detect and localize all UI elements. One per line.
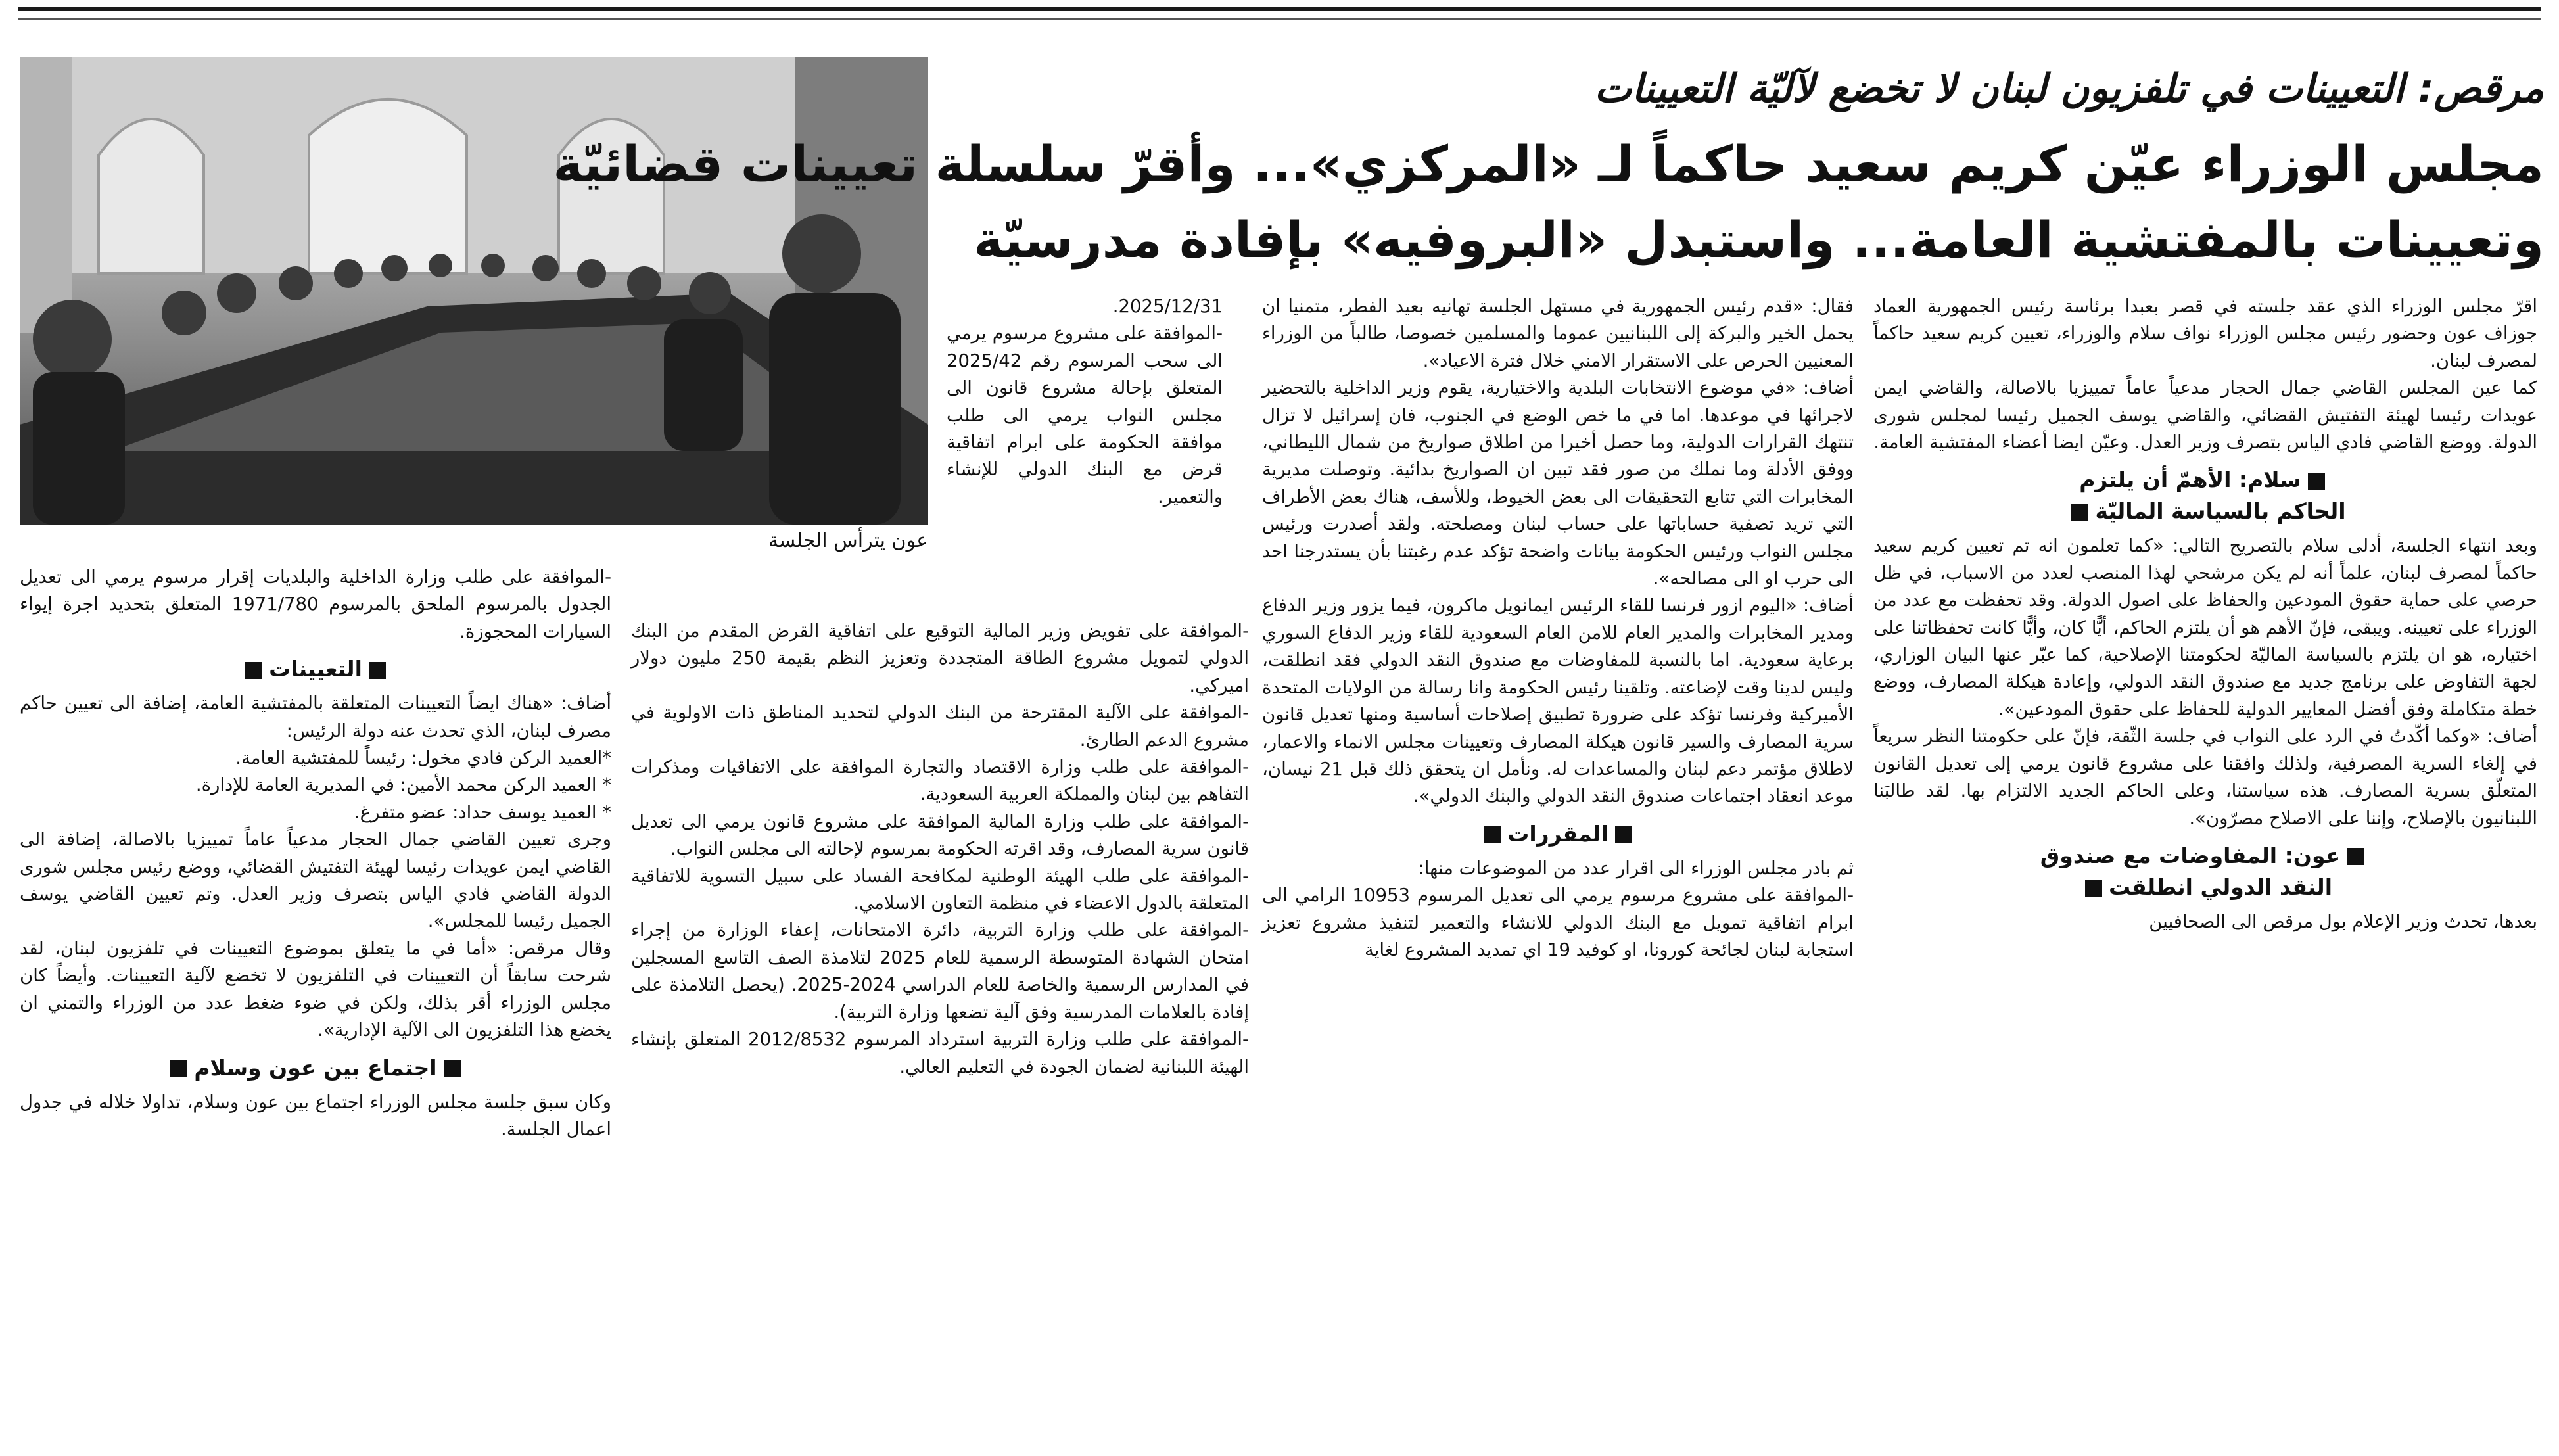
cabinet-meeting-photo <box>20 57 928 525</box>
paragraph: كما عين المجلس القاضي جمال الحجار مدعياً عاماً تمييزيا بالاصالة، والقاضي ايمن عويدات رئيسا لهيئة التفتيش القضائي، والقاضي يوسف الجميل رئيسا لمجلس شورى الدولة. ووضع القاضي فادي الياس بتصرف وزير العدل. وعيّن ايضا أعضاء المفتشية العامة. <box>1873 377 2537 454</box>
square-bullet-icon <box>444 1060 461 1077</box>
paragraph: وقال مرقص: «أما في ما يتعلق بموضوع التعيينات في تلفزيون لبنان، لقد شرحت سابقاً أن التعيينات في التلفزيون لا تخضع لآلية التعيينات. وأيضاً كان مجلس الوزراء أقر بذلك، ولكن في ضوء ضغط عدد من الوزراء والتمني ان يخضع هذا التلفزيون الى الآلية الإدارية». <box>20 937 611 1041</box>
paragraph: * العميد الركن محمد الأمين: في المديرية العامة للإدارة. <box>195 774 611 796</box>
subheading: عون: المفاوضات مع صندوق النقد الدولي انطلقت <box>1873 840 2537 903</box>
subheading-decisions: المقررات <box>1262 818 1854 850</box>
paragraph: -الموافقة على طلب وزارة التربية استرداد المرسوم 2012/8532 المتعلق بإنشاء الهيئة اللبنانية لضمان الجودة في التعليم العالي. <box>631 1029 1249 1077</box>
square-bullet-icon <box>2308 473 2325 490</box>
paragraph: -الموافقة على طلب الهيئة الوطنية لمكافحة الفساد على سبيل التسوية للاتفاقية المتعلقة بالدول الاعضاء في منظمة التعاون الاسلامي. <box>631 865 1249 914</box>
paragraph: -الموافقة على الآلية المقترحة من البنك الدولي لتحديد المناطق ذات الاولوية في مشروع الدعم الطارئ. <box>631 702 1249 751</box>
square-bullet-icon <box>245 662 262 679</box>
article-column-1 <box>1873 293 2537 935</box>
subheading-meeting: اجتماع بين عون وسلام <box>20 1052 611 1084</box>
paragraph: أضاف: «هناك ايضاً التعيينات المتعلقة بالمفتشية العامة، إضافة الى تعيين حاكم مصرف لبنان، الذي تحدث عنه دولة الرئيس: <box>20 693 611 741</box>
square-bullet-icon <box>170 1060 187 1077</box>
square-bullet-icon <box>2085 880 2102 897</box>
top-rule-thin <box>18 18 2541 20</box>
paragraph: -الموافقة على طلب وزارة التربية، دائرة الامتحانات، إعفاء الوزارة من إجراء امتحان الشهادة المتوسطة الرسمية للعام 2025 لتلامذة الصف التاسع المسجلين في المدارس الرسمية والخاصة للعام الدراسي 2024-2025. (يحصل التلامذة على إفادة بالعلامات المدرسية وفق آلية تضعها وزارة التربية). <box>631 920 1249 1023</box>
subheading: سلام: الأهمّ أن يلتزم الحاكم بالسياسة الماليّة <box>1873 464 2537 527</box>
paragraph: أضاف: «اليوم ازور فرنسا للقاء الرئيس ايمانويل ماكرون، فيما يزور وزير الدفاع ومدير المخابرات والمدير العام للامن العام السعودية للقاء وزير الدفاع السوري برعاية سعودية. اما بالنسبة للمفاوضات مع صندوق النقد الدولي فقد انطلقت، وليس لدينا وقت لإضاعته. وتلقينا رئيس الحكومة وانا رسالة من الولايات المتحدة الأميركية وفرنسا تؤكد على ضرورة تطبيق إصلاحات أساسية ومنها تعديل قانون سرية المصارف والسير قانون هيكلة المصارف وتعيينات مجلس الانماء والاعمار، لاطلاق مؤتمر دعم لبنان والمساعدات له. ونأمل ان يتحقق ذلك قبل 21 نيسان، موعد انعقاد اجتماعات صندوق النقد الدولي والبنك الدولي». <box>1262 595 1854 807</box>
paragraph: اقرّ مجلس الوزراء الذي عقد جلسته في قصر بعبدا برئاسة رئيس الجمهورية العماد جوزاف عون وحضور رئيس مجلس الوزراء نواف سلام والوزراء، تعيين كريم سعيد حاكماً لمصرف لبنان. <box>1873 296 2537 371</box>
paragraph: -الموافقة على طلب وزارة الاقتصاد والتجارة الموافقة على الاتفاقيات ومذكرات التفاهم بين لبنان والمملكة العربية السعودية. <box>631 757 1249 805</box>
paragraph: بعدها، تحدث وزير الإعلام بول مرقص الى الصحافيين <box>2149 910 2537 932</box>
square-bullet-icon <box>369 662 386 679</box>
paragraph: -الموافقة على طلب وزارة المالية الموافقة على مشروع قانون يرمي الى تعديل قانون سرية المصارف، وقد اقرته الحكومة بمرسوم لإحالته الى مجلس النواب. <box>631 810 1249 860</box>
headline-kicker: مرقص: التعيينات في تلفزيون لبنان لا تخضع لآليّة التعيينات <box>1594 66 2544 112</box>
headline-main-line1: مجلس الوزراء عيّن كريم سعيد حاكماً لـ «المركزي»... وأقرّ سلسلة تعيينات قضائيّة <box>553 135 2544 193</box>
paragraph: 2025/12/31. <box>1112 296 1223 317</box>
paragraph: -الموافقة على تفويض وزير المالية التوقيع على اتفاقية القرض المقدم من البنك الدولي لتمويل مشروع الطاقة المتجددة وتعزيز النظم بقيمة 250 مليون دولار اميركي. <box>631 621 1249 696</box>
paragraph: -الموافقة على مشروع مرسوم يرمي الى تعديل المرسوم 10953 الرامي الى ابرام اتفاقية تمويل مع البنك الدولي للانشاء والتعمير لتنفيذ مشروع تعزيز استجابة لبنان لجائحة كورونا، او كوفيد 19 اي تمديد المشروع لغاية <box>1262 885 1854 960</box>
paragraph: -الموافقة على طلب وزارة الداخلية والبلديات إقرار مرسوم يرمي الى تعديل الجدول بالمرسوم الملحق بالمرسوم 1971/780 المتعلق بتحديد اجرة إيواء السيارات المحجوزة. <box>20 567 611 642</box>
paragraph: أضاف: «وكما أكّدتُ في الرد على النواب في جلسة الثّقة، فإنّ على حكومتنا النظر سريعاً في إلغاء السرية المصرفية، ولذلك وافقنا على مشروع قانون يرمي إلى تعديل القانون المتعلّق بسرية المصارف. هذه سياستنا، وعلى الحاكم الجديد الالتزام بها. لقد طالبَنا اللبنانيون بالإصلاح، وإننا على الاصلاح مصرّون». <box>1873 726 2537 829</box>
square-bullet-icon <box>1615 826 1632 843</box>
paragraph: أضاف: «في موضوع الانتخابات البلدية والاختيارية، يقوم وزير الداخلية بالتحضير لاجرائها في موعدها. اما في ما خص الوضع في الجنوب، فان إسرائيل لا تزال تنتهك القرارات الدولية، وما حصل أخيرا من اطلاق صواريخ من شمال الليطاني، ووفق الأدلة وما نملك من صور فقد تبين ان الصواريخ بدائية. وتوصلت مديرية المخابرات التي تتابع التحقيقات الى بعض الخيوط، وللأسف، هناك بعض الأطراف التي تريد تصفية حساباتها على حساب لبنان ومصلحته. ولقد أصدرت ورئيس مجلس النواب ورئيس الحكومة بيانات واضحة تؤكد عدم رغبتنا بأن يستدرجنا احد الى حرب او الى مصالحه». <box>1262 377 1854 590</box>
headline-main-line2: وتعيينات بالمفتشية العامة... واستبدل «البروفيه» بإفادة مدرسيّة <box>974 210 2544 269</box>
square-bullet-icon <box>1484 826 1501 843</box>
square-bullet-icon <box>2347 848 2364 865</box>
article-column-3-top <box>947 293 1223 511</box>
square-bullet-icon <box>2071 504 2088 521</box>
article-column-2 <box>1262 293 1854 964</box>
paragraph: وجرى تعيين القاضي جمال الحجار مدعياً عاماً تمييزيا بالاصالة، إضافة الى القاضي ايمن عويدات رئيسا لهيئة التفتيش القضائي، ووضع رئيس مجلس شورى الدولة القاضي فادي الياس بتصرف وزير العدل. وتم تعيين القاضي يوسف الجميل رئيسا للمجلس». <box>20 829 611 932</box>
article-column-3 <box>631 618 1249 1081</box>
photo-caption: عون يترأس الجلسة <box>768 529 928 552</box>
paragraph: وكان سبق جلسة مجلس الوزراء اجتماع بين عون وسلام، تداولا خلاله في جدول اعمال الجلسة. <box>20 1091 611 1140</box>
paragraph: -الموافقة على مشروع مرسوم يرمي الى سحب المرسوم رقم 2025/42 المتعلق بإحالة مشروع قانون الى مجلس النواب يرمي الى طلب موافقة الحكومة على ابرام اتفاقية قرض مع البنك الدولي للإنشاء والتعمير. <box>947 323 1223 507</box>
paragraph: وبعد انتهاء الجلسة، أدلى سلام بالتصريح التالي: «كما تعلمون انه تم تعيين كريم سعيد حاكماً لمصرف لبنان، علماً أنه لم يكن مرشحي لهذا المنصب لعدد من الاسباب، في ظل حرصي على حماية حقوق المودعين والحفاظ على اصول الدولة. وقد تحفظت مع عدد من الوزراء على تعيينه. ويبقى، فإنّ الأهم هو أن يلتزم الحاكم، أيًّا كان، وأيًّا كانت تحفظاتنا على اختياره، هو ان يلتزم بالسياسة الماليّة لحكومتنا الإصلاحية، كما عبّر عنها البيان الوزاري، لجهة التفاوض على برنامج جديد مع صندوق النقد الدولي، وإعادة هيكلة المصارف، ووضع خطة متكاملة وفق أفضل المعايير الدولية للحفاظ على حقوق المودعين». <box>1873 535 2537 720</box>
top-rule <box>18 7 2541 11</box>
paragraph: فقال: «قدم رئيس الجمهورية في مستهل الجلسة تهانيه بعيد الفطر، متمنيا ان يحمل الخير والبركة إلى اللبنانيين عموما والمسلمين خصوصا، طالباً من الوزراء المعنيين الحرص على الاستقرار الامني خلال فترة الاعياد». <box>1262 296 1854 371</box>
paragraph: *العميد الركن فادي مخول: رئيساً للمفتشية العامة. <box>235 747 611 769</box>
article-column-4 <box>20 564 611 1143</box>
paragraph: * العميد يوسف حداد: عضو متفرغ. <box>354 801 611 823</box>
paragraph: ثم بادر مجلس الوزراء الى اقرار عدد من الموضوعات منها: <box>1418 857 1854 879</box>
subheading-appointments: التعيينات <box>20 653 611 685</box>
